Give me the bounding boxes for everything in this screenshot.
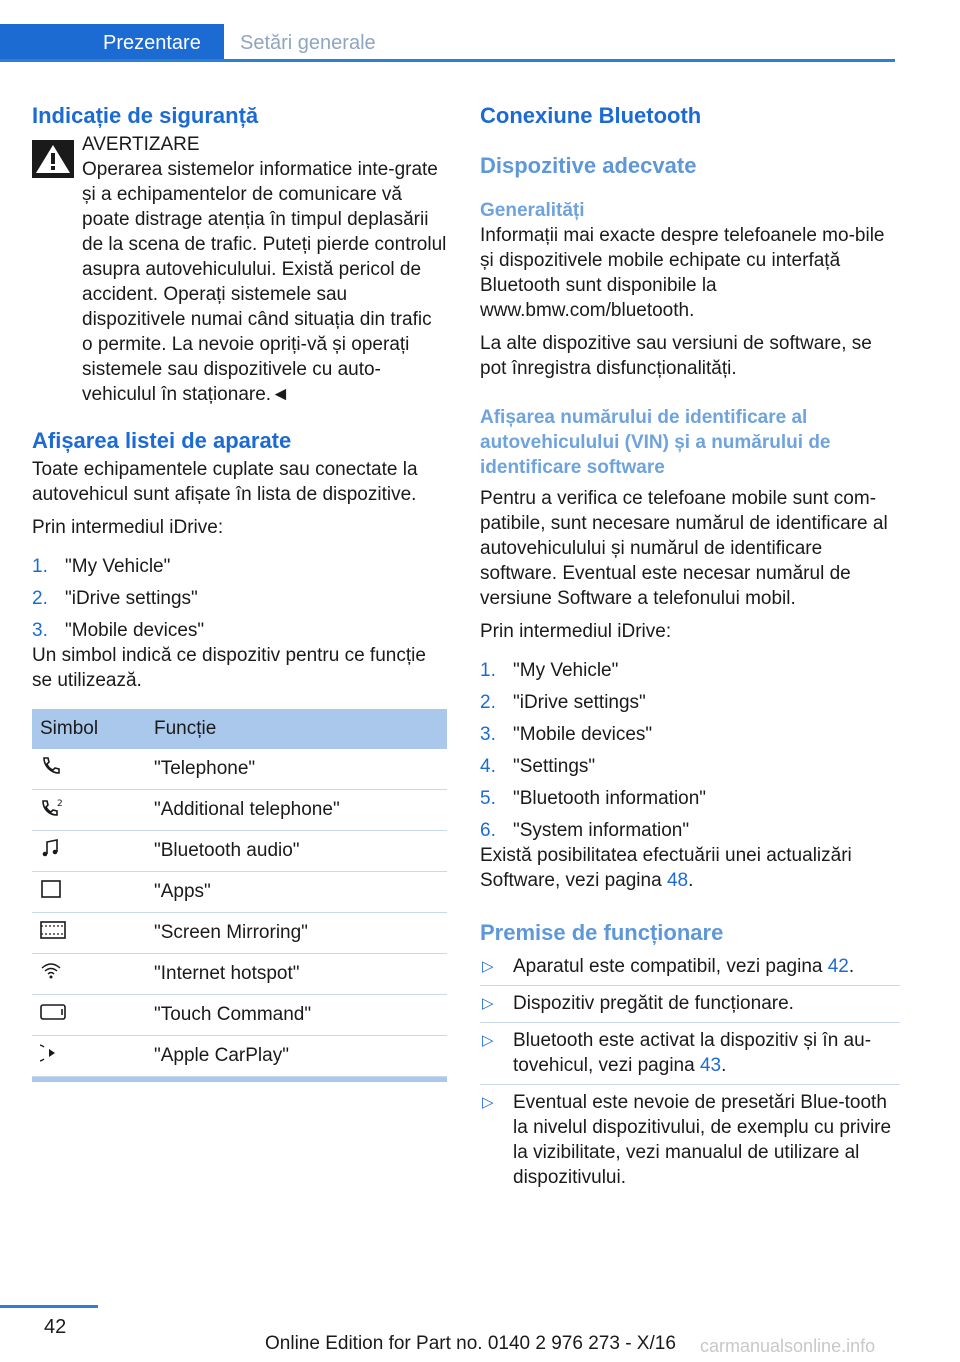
steps-right xyxy=(480,658,900,843)
vin-title: Afișarea numărului de identificare al autovehiculului (VIN) și a numărului de identificare software xyxy=(480,407,831,478)
screen-mirroring-icon xyxy=(40,919,66,941)
footer-line xyxy=(0,1305,98,1308)
function-cell: "Touch Command" xyxy=(146,995,447,1036)
list-item xyxy=(32,586,447,611)
prereq-list xyxy=(480,949,900,1196)
table-row xyxy=(32,995,447,1036)
symbol-table xyxy=(32,709,447,1082)
list-item xyxy=(32,618,447,643)
general-paragraph-1: Informații mai exacte despre telefoanele mo-bile și dispozitivele mobile echipate cu interfață Bluetooth sunt disponibile la www.bmw.com/bluetooth. xyxy=(480,225,885,321)
triangle-bullet-icon: ▷ xyxy=(482,958,494,975)
list-item xyxy=(480,818,900,843)
function-cell: "Telephone" xyxy=(146,749,447,790)
step-text: "Mobile devices" xyxy=(65,620,205,641)
step-number: 2. xyxy=(480,692,496,713)
via-idrive-left: Prin intermediul iDrive: xyxy=(32,517,224,538)
via-idrive-right: Prin intermediul iDrive: xyxy=(480,621,672,642)
step-text: "iDrive settings" xyxy=(513,692,646,713)
devices-title: Dispozitive adecvate xyxy=(480,153,697,178)
warning-triangle-icon xyxy=(32,140,74,178)
function-cell: "Screen Mirroring" xyxy=(146,913,447,954)
function-cell: "Apple CarPlay" xyxy=(146,1036,447,1077)
warning-box xyxy=(32,132,447,407)
list-item xyxy=(480,722,900,747)
table-row xyxy=(32,790,447,831)
step-number: 3. xyxy=(480,724,496,745)
safety-title: Indicație de siguranță xyxy=(32,103,259,128)
list-item: ▷ Eventual este nevoie de presetări Blue-tooth la nivelul dispozitivului, de exemplu cu privire la vizibilitate, vezi manualul de utilizare al dispozitivului. xyxy=(482,1092,892,1188)
tab-prezentare[interactable]: Prezentare xyxy=(0,24,224,62)
warning-label: AVERTIZARE xyxy=(82,134,200,155)
step-number: 1. xyxy=(32,556,48,577)
col-function-header: Funcție xyxy=(146,709,447,749)
svg-text:2: 2 xyxy=(57,799,63,809)
list-item: ▷ Dispozitiv pregătit de funcționare. xyxy=(480,986,900,1023)
step-number: 1. xyxy=(480,660,496,681)
step-text: "My Vehicle" xyxy=(65,556,171,577)
step-text: "Settings" xyxy=(513,756,596,777)
step-number: 3. xyxy=(32,620,48,641)
symbol-intro: Un simbol indică ce dispozitiv pentru ce funcție se utilizează. xyxy=(32,645,426,691)
page-link-42[interactable]: 42 xyxy=(827,956,849,977)
prereq-title: Premise de funcționare xyxy=(480,920,724,945)
step-text: "iDrive settings" xyxy=(65,588,198,609)
triangle-bullet-icon: ▷ xyxy=(482,995,494,1012)
col-symbol-header: Simbol xyxy=(32,709,146,749)
triangle-bullet-icon: ▷ xyxy=(482,1094,494,1111)
left-column xyxy=(32,100,447,1082)
table-row xyxy=(32,954,447,995)
device-list-text: Toate echipamentele cuplate sau conectate la autovehicul sunt afișate în lista de dispozitive. xyxy=(32,459,418,505)
watermark: carmanualsonline.info xyxy=(700,1336,876,1356)
list-item xyxy=(480,690,900,715)
table-row xyxy=(32,1036,447,1077)
page-number: 42 xyxy=(44,1316,67,1338)
function-cell: "Apps" xyxy=(146,872,447,913)
triangle-bullet-icon: ▷ xyxy=(482,1032,494,1049)
step-number: 4. xyxy=(480,756,496,777)
vin-text: Pentru a verifica ce telefoane mobile sunt com-patibile, sunt necesare numărul de identificare al autovehiculului și numărul de identificare software. Eventual este necesar numărul de versiune Software a telefonului mobil. xyxy=(480,488,888,609)
right-column xyxy=(480,100,900,1196)
device-list-title: Afișarea listei de aparate xyxy=(32,428,292,453)
step-number: 2. xyxy=(32,588,48,609)
table-row xyxy=(32,913,447,954)
table-end-bar xyxy=(32,1077,447,1083)
step-number: 5. xyxy=(480,788,496,809)
step-text: "Mobile devices" xyxy=(513,724,653,745)
step-text: "My Vehicle" xyxy=(513,660,619,681)
update-text: Există posibilitatea efectuării unei actualizări Software, vezi pagina 48. xyxy=(480,845,852,891)
step-text: "Bluetooth information" xyxy=(513,788,707,809)
page-link-48[interactable]: 48 xyxy=(666,870,689,891)
header-underline xyxy=(0,59,895,62)
general-title: Generalități xyxy=(480,200,585,221)
touch-command-icon xyxy=(40,1001,68,1023)
bluetooth-title: Conexiune Bluetooth xyxy=(480,103,702,128)
page-link-43[interactable]: 43 xyxy=(699,1055,722,1076)
additional-telephone-icon xyxy=(40,796,64,818)
music-note-icon xyxy=(40,837,62,859)
telephone-icon xyxy=(40,755,62,777)
steps-left xyxy=(32,554,447,643)
function-cell: "Bluetooth audio" xyxy=(146,831,447,872)
header-tabbar xyxy=(0,24,895,62)
function-cell: "Internet hotspot" xyxy=(146,954,447,995)
tab-setari-generale[interactable]: Setări generale xyxy=(240,32,376,54)
list-item xyxy=(32,554,447,579)
general-paragraph-2: La alte dispozitive sau versiuni de software, se pot înregistra disfuncționalități. xyxy=(480,333,872,379)
list-item: ▷ Aparatul este compatibil, vezi pagina 42. xyxy=(480,949,900,986)
list-item: ▷ Bluetooth este activat la dispozitiv și în au-tovehicul, vezi pagina 43. xyxy=(480,1023,900,1085)
step-text: "System information" xyxy=(513,820,690,841)
table-row xyxy=(32,831,447,872)
wifi-icon xyxy=(40,960,62,982)
function-cell: "Additional telephone" xyxy=(146,790,447,831)
list-item xyxy=(480,786,900,811)
carplay-icon xyxy=(40,1042,62,1064)
table-row xyxy=(32,872,447,913)
table-header-row xyxy=(32,709,447,749)
apps-icon xyxy=(40,878,62,900)
step-number: 6. xyxy=(480,820,496,841)
edition-text: Online Edition for Part no. 0140 2 976 273 - X/16 xyxy=(265,1333,676,1354)
warning-text: Operarea sistemelor informatice inte-grate și a echipamentelor de comunicare vă poate distrage atenția în timpul deplasării de la scena de trafic. Puteți pierde controlul asupra autovehiculului. Există pericol de accident. Operați sistemele sau dispozitivele numai când situația din trafic o permite. La nevoie opriți-vă și operați sistemele sau dispozitivele cu auto-vehiculul în staționare.◄ xyxy=(82,159,447,405)
list-item xyxy=(480,658,900,683)
table-row xyxy=(32,749,447,790)
list-item xyxy=(480,754,900,779)
